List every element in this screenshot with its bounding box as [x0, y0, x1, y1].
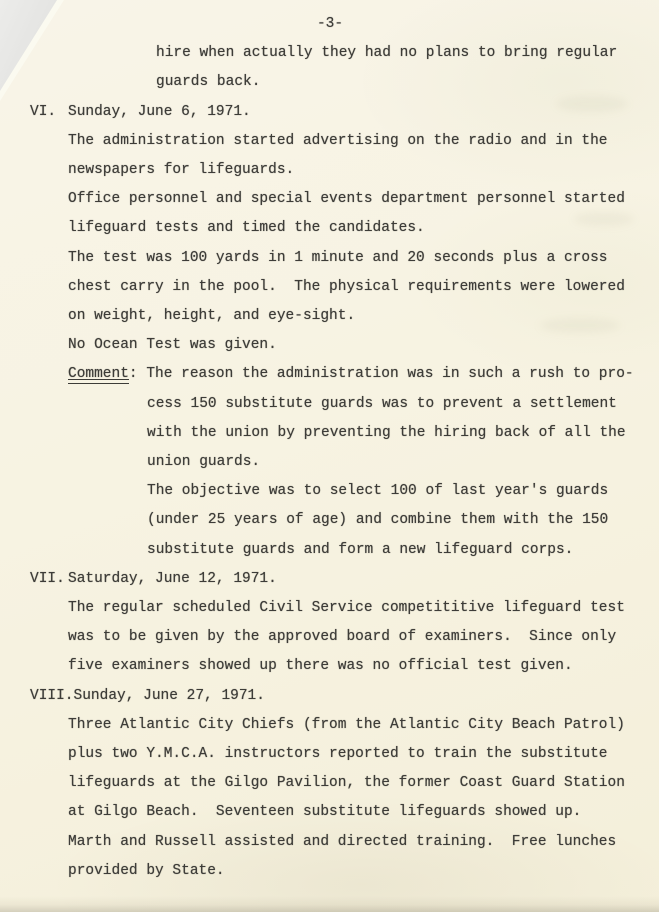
- text-line: The administration started advertising on the radio and in the: [68, 132, 608, 149]
- comment-label: Comment: [68, 366, 129, 383]
- section-numeral: VII.: [30, 570, 65, 587]
- text-line: newspapers for lifeguards.: [68, 162, 295, 179]
- section-heading-text: Sunday, June 6, 1971.: [68, 103, 251, 120]
- section-numeral: VIII.: [30, 687, 74, 704]
- text-line: Three Atlantic City Chiefs (from the Atlantic City Beach Patrol): [68, 716, 625, 733]
- text-line: chest carry in the pool. The physical requirements were lowered: [68, 278, 625, 295]
- text-line: guards back.: [156, 74, 261, 91]
- text-line: substitute guards and form a new lifeguard corps.: [147, 541, 574, 558]
- text-line: Office personnel and special events department personnel started: [68, 191, 625, 208]
- text-line: with the union by preventing the hiring back of all the: [147, 424, 626, 441]
- text-line: at Gilgo Beach. Seventeen substitute lifeguards showed up.: [68, 804, 582, 821]
- text-line: union guards.: [147, 454, 261, 471]
- text-line: was to be given by the approved board of examiners. Since only: [68, 629, 617, 646]
- section-numeral: VI.: [30, 103, 57, 120]
- text-line: lifeguards at the Gilgo Pavilion, the former Coast Guard Station: [68, 775, 625, 792]
- page-bottom-shadow: [0, 896, 659, 912]
- text-line: cess 150 substitute guards was to prevent a settlement: [147, 395, 617, 412]
- text-line: (under 25 years of age) and combine them with the 150: [147, 512, 609, 529]
- text-line: hire when actually they had no plans to bring regular: [156, 45, 618, 62]
- text-line: five examiners showed up there was no official test given.: [68, 658, 573, 675]
- text-line: No Ocean Test was given.: [68, 337, 277, 354]
- text-line: The objective was to select 100 of last year's guards: [147, 483, 609, 500]
- text-line: provided by State.: [68, 862, 225, 879]
- section-heading: [30, 682, 630, 711]
- text-line: Marth and Russell assisted and directed training. Free lunches: [68, 833, 617, 850]
- section-heading: [30, 565, 630, 594]
- document-body: [30, 10, 634, 886]
- comment-label-line: Comment: The reason the administration was in such a rush to pro-: [68, 366, 634, 383]
- text-line: The test was 100 yards in 1 minute and 20 seconds plus a cross: [68, 249, 608, 266]
- text-line: lifeguard tests and timed the candidates.: [68, 220, 425, 237]
- page-number: -3-: [316, 16, 344, 32]
- section-heading-text: Sunday, June 27, 1971.: [73, 687, 265, 704]
- text-line: The regular scheduled Civil Service competititive lifeguard test: [68, 600, 625, 617]
- text-line: on weight, height, and eye-sight.: [68, 308, 356, 325]
- text-line: plus two Y.M.C.A. instructors reported to train the substitute: [68, 746, 608, 763]
- section-heading-text: Saturday, June 12, 1971.: [68, 570, 277, 587]
- section-heading: [30, 98, 630, 127]
